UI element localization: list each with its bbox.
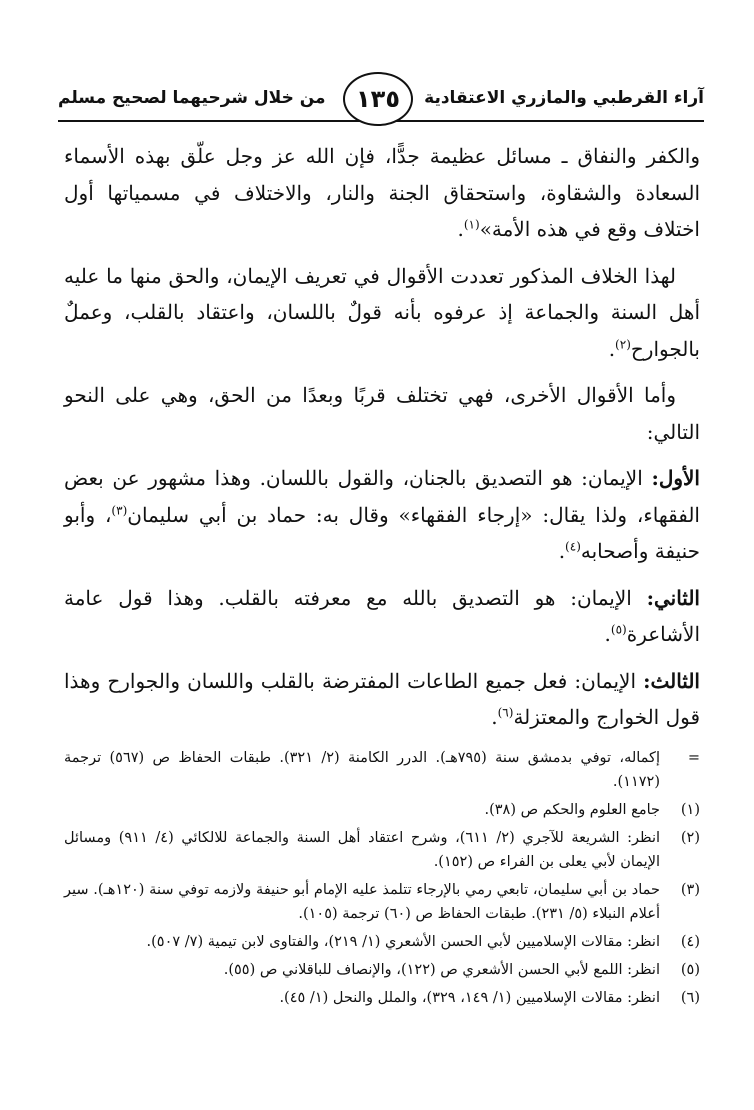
- footnote-ref-5: (٥): [610, 622, 627, 637]
- footnote-item: = إكماله، توفي بدمشق سنة (٧٩٥هـ). الدرر الكامنة (٢/ ٣٢١). طبقات الحفاظ ص (٥٦٧) ترجمة (١١٧٢).: [64, 750, 700, 790]
- footnote-item: (٣) حماد بن أبي سليمان، تابعي رمي بالإرجاء تتلمذ عليه الإمام أبو حنيفة ولازمه توفي سنة (١٢٠هـ). سير أعلام النبلاء (٥/ ٢٣١). طبقات الحفاظ ص (٦٠) ترجمة (١٠٥).: [64, 882, 700, 922]
- label-first: الأول:: [651, 466, 700, 490]
- page-number: ١٣٥: [343, 72, 413, 126]
- running-header: [58, 78, 704, 122]
- footnote-item: (١) جامع العلوم والحكم ص (٣٨).: [484, 802, 700, 818]
- footnotes: [64, 746, 700, 1014]
- footnote-ref-6: (٦): [497, 705, 514, 720]
- paragraph-1: والكفر والنفاق ـ مسائل عظيمة جدًّا، فإن الله عز وجل علّق بهذه الأسماء السعادة والشقاوة، واستحقاق الجنة والنار، والاختلاف في مسمياتها أول اختلاف وقع في هذه الأمة»$^{(١)}$.: [64, 144, 700, 241]
- paragraph-second-view: الثاني: الإيمان: هو التصديق بالله مع معرفته بالقلب. وهذا قول عامة الأشاعرة$^{(٥)}$.: [64, 585, 700, 646]
- paragraph-third-view: الثالث: الإيمان: فعل جميع الطاعات المفترضة بالقلب واللسان والجوارح وهذا قول الخوارج والمعتزلة$^{(٦)}$.: [64, 668, 700, 729]
- footnote-ref-1: (١): [463, 217, 480, 232]
- footnote-item: (٦) انظر: مقالات الإسلاميين (١/ ١٤٩، ٣٢٩)، والملل والنحل (١/ ٤٥).: [279, 990, 700, 1006]
- main-text: [64, 138, 700, 746]
- footnote-ref-4: (٤): [565, 539, 581, 554]
- paragraph-first-view: الأول: الإيمان: هو التصديق بالجنان، والقول باللسان. وهذا مشهور عن بعض الفقهاء، ولذا يقال: «إرجاء الفقهاء» وقال به: حماد بن أبي سليمان$^{(٣)}$، وأبو حنيفة وأصحابه$^{(٤)}$.: [64, 466, 700, 563]
- header-subtitle: من خلال شرحيهما لصحيح مسلم: [58, 88, 326, 108]
- footnote-item: (٢) انظر: الشريعة للآجري (٢/ ٦١١)، وشرح اعتقاد أهل السنة والجماعة للالكائي (٤/ ٩١١) ومسائل الإيمان لأبي يعلى بن الفراء ص (١٥٢).: [64, 830, 700, 870]
- label-third: الثالث:: [643, 668, 700, 693]
- footnote-item: (٤) انظر: مقالات الإسلاميين لأبي الحسن الأشعري (١/ ٢١٩)، والفتاوى لابن تيمية (٧/ ٥٠٧).: [146, 934, 700, 950]
- paragraph-2: لهذا الخلاف المذكور تعددت الأقوال في تعريف الإيمان، والحق منها ما عليه أهل السنة والجماعة إذ عرفوه بأنه قولٌ باللسان، واعتقاد بالقلب، وعملٌ بالجوارح$^{(٢)}$.: [64, 263, 700, 361]
- header-book-title: آراء القرطبي والمازري الاعتقادية: [424, 88, 704, 108]
- footnote-ref-2: (٢): [615, 336, 631, 351]
- paragraph-3: وأما الأقوال الأخرى، فهي تختلف قربًا وبعدًا من الحق، وهي على النحو التالي:: [64, 383, 700, 444]
- footnote-item: (٥) انظر: اللمع لأبي الحسن الأشعري ص (١٢٢)، والإنصاف للباقلاني ص (٥٥).: [223, 962, 700, 978]
- label-second: الثاني:: [646, 585, 700, 610]
- footnote-ref-3: (٣): [111, 502, 128, 517]
